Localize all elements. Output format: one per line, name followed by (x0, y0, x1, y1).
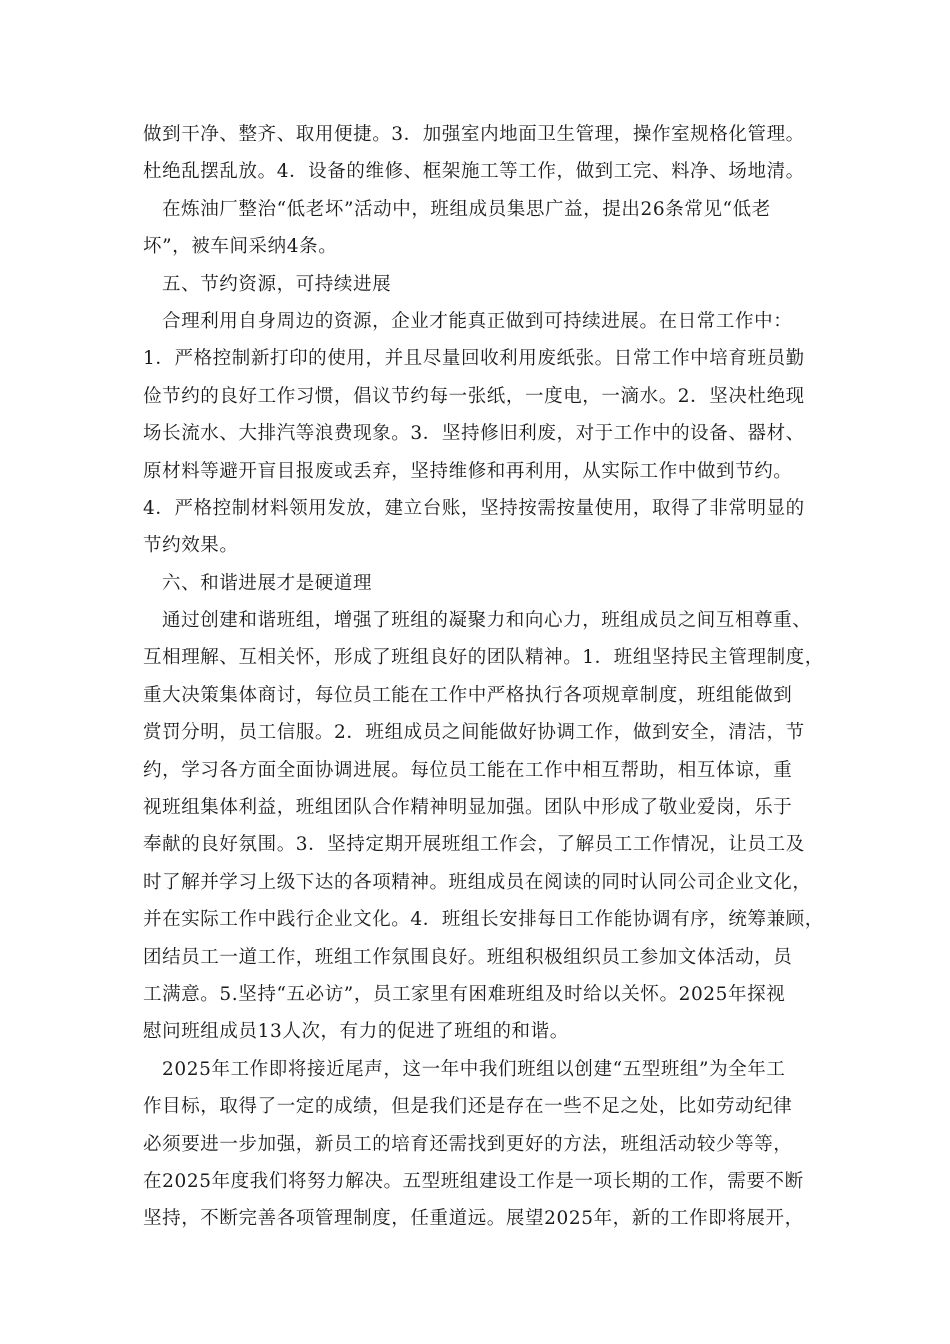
text-line: 1．严格控制新打印的使用，并且尽量回收利用废纸张。日常工作中培育班员勤 (143, 348, 805, 370)
text-line: 六、和谐进展才是硬道理 (162, 572, 373, 594)
text-line: 坏”，被车间采纳4条。 (143, 236, 338, 258)
text-line: 赏罚分明，员工信服。2．班组成员之间能做好协调工作，做到安全，清洁，节 (143, 722, 805, 744)
text-line: 合理利用自身周边的资源，企业才能真正做到可持续进展。在日常工作中： (162, 310, 793, 332)
text-line: 坚持，不断完善各项管理制度，任重道远。展望2025年，新的工作即将展开， (143, 1208, 804, 1230)
text-line: 视班组集体利益，班组团队合作精神明显加强。团队中形成了敬业爱岗，乐于 (143, 797, 793, 819)
text-line: 节约效果。 (143, 535, 239, 557)
text-line: 奉献的良好氛围。3．坚持定期开展班组工作会，了解员工工作情况，让员工及 (143, 834, 805, 856)
text-line: 原材料等避开盲目报废或丢弃，坚持维修和再利用，从实际工作中做到节约。 (143, 460, 793, 482)
text-line: 通过创建和谐班组，增强了班组的凝聚力和向心力，班组成员之间互相尊重、 (162, 610, 812, 632)
text-line: 在炼油厂整治“低老坏”活动中，班组成员集思广益，提出26条常见“低老 (162, 198, 771, 220)
text-line: 互相理解、互相关怀，形成了班组良好的团队精神。1．班组坚持民主管理制度， (143, 647, 824, 669)
text-line: 2025年工作即将接近尾声，这一年中我们班组以创建“五型班组”为全年工 (162, 1058, 786, 1080)
text-line: 必须要进一步加强，新员工的培育还需找到更好的方法，班组活动较少等等， (143, 1133, 793, 1155)
text-line: 工满意。5.坚持“五必访”，员工家里有困难班组及时给以关怀。2025年探视 (143, 983, 786, 1005)
text-line: 4．严格控制材料领用发放，建立台账，坚持按需按量使用，取得了非常明显的 (143, 497, 805, 519)
text-line: 重大决策集体商讨，每位员工能在工作中严格执行各项规章制度，班组能做到 (143, 684, 793, 706)
text-line: 俭节约的良好工作习惯，倡议节约每一张纸，一度电，一滴水。2．坚决杜绝现 (143, 385, 805, 407)
document-body (143, 116, 824, 1238)
text-line: 做到干净、整齐、取用便捷。3．加强室内地面卫生管理，操作室规格化管理。 (143, 124, 805, 145)
text-line: 作目标，取得了一定的成绩，但是我们还是存在一些不足之处，比如劳动纪律 (143, 1096, 793, 1118)
text-line: 并在实际工作中践行企业文化。4．班组长安排每日工作能协调有序，统筹兼顾， (143, 909, 824, 931)
text-line: 在2025年度我们将努力解决。五型班组建设工作是一项长期的工作，需要不断 (143, 1170, 804, 1192)
text-line: 场长流水、大排汽等浪费现象。3．坚持修旧利废，对于工作中的设备、器材、 (143, 423, 805, 445)
text-line: 杜绝乱摆乱放。4．设备的维修、框架施工等工作，做到工完、料净、场地清。 (143, 161, 805, 183)
text-line: 五、节约资源，可持续进展 (162, 273, 392, 295)
text-line: 团结员工一道工作，班组工作氛围良好。班组积极组织员工参加文体活动，员 (143, 946, 793, 968)
text-line: 慰问班组成员13人次，有力的促进了班组的和谐。 (143, 1021, 569, 1043)
text-line: 时了解并学习上级下达的各项精神。班组成员在阅读的同时认同公司企业文化， (143, 871, 812, 893)
text-line: 约，学习各方面全面协调进展。每位员工能在工作中相互帮助，相互体谅，重 (143, 759, 793, 781)
